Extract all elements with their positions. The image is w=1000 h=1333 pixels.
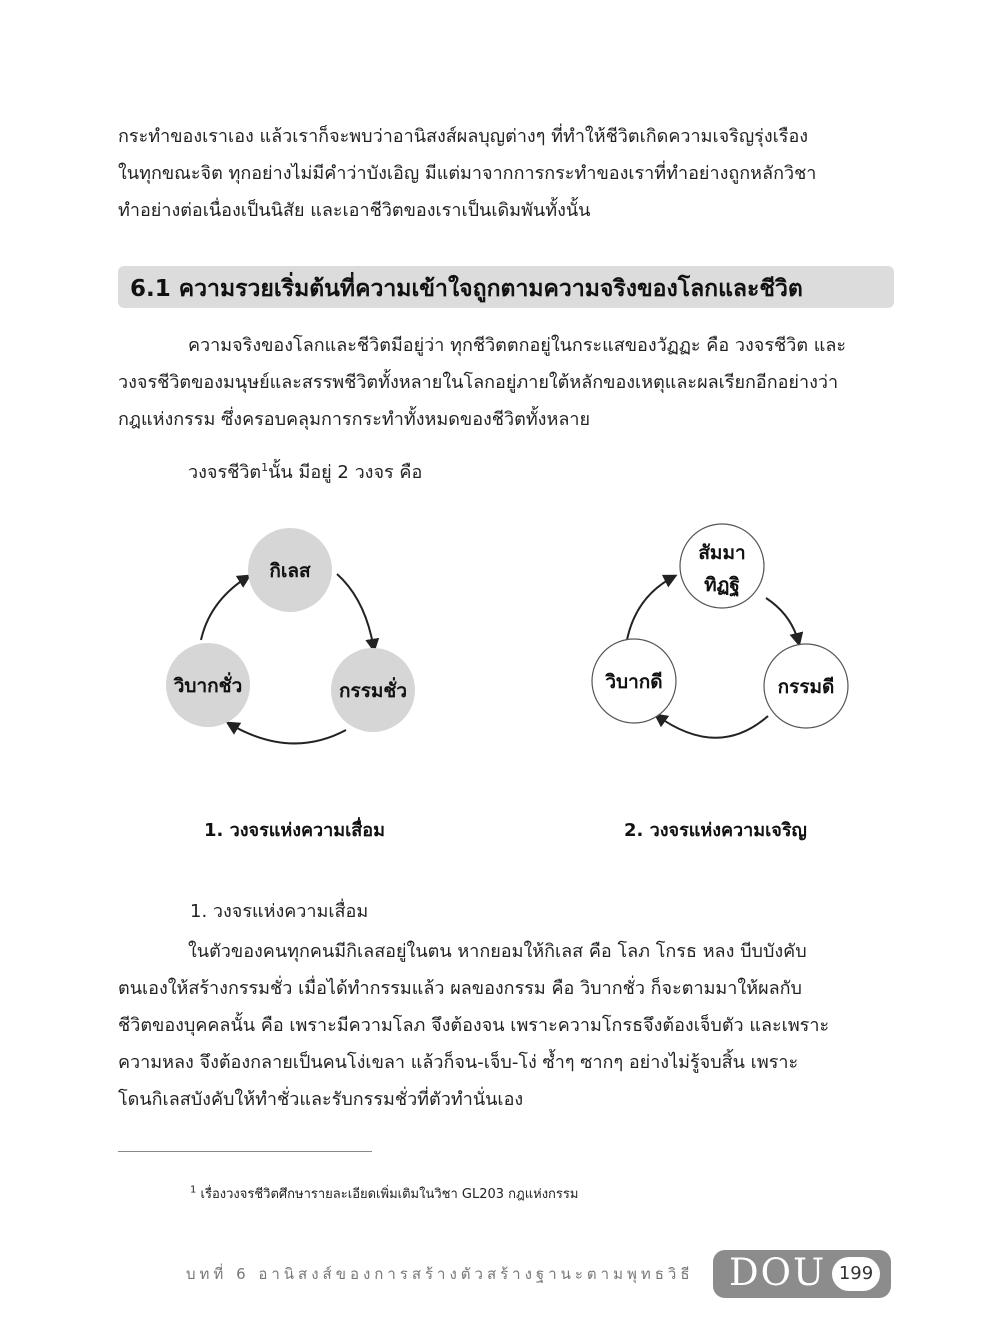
footer-chapter-title: บทที่ 6 อานิสงส์ของการสร้างตัวสร้างฐานะตามพุทธวิธี <box>186 1265 694 1283</box>
decline-arrow-kam-to-wibak <box>228 723 346 743</box>
prosperity-arrow-wibak-to-samma <box>627 576 675 640</box>
decline-line-1: ในตัวของคนทุกคนมีกิเลสอยู่ในตน หากยอมให้กิเลส คือ โลภ โกรธ หลง บีบบังคับ <box>188 941 807 962</box>
cycles-intro-after: นั้น มีอยู่ 2 วงจร คือ <box>268 462 423 483</box>
decline-line-5: โดนกิเลสบังคับให้ทำชั่วและรับกรรมชั่วที่ตัวทำนั่นเอง <box>118 1089 524 1110</box>
subheading: 1. วงจรแห่งความเสื่อม <box>190 901 369 922</box>
node-wibak-dee-label: วิบากดี <box>605 671 663 693</box>
footer-badge <box>713 1250 891 1298</box>
decline-line-4: ความหลง จึงต้องกลายเป็นคนโง่เขลา แล้วก็จน-เจ็บ-โง่ ซ้ำๆ ซากๆ อย่างไม่รู้จบสิ้น เพราะ <box>118 1052 799 1073</box>
decline-caption: 1. วงจรแห่งความเสื่อม <box>204 820 385 841</box>
footnote <box>190 1183 578 1204</box>
subheading-block <box>118 893 894 930</box>
decline-arrow-wibak-to-kilesa <box>201 576 249 640</box>
truth-line-1: ความจริงของโลกและชีวิตมีอยู่ว่า ทุกชีวิตตกอยู่ในกระแสของวัฏฏะ คือ วงจรชีวิต และ <box>188 335 847 356</box>
node-kam-chua-label: กรรมชั่ว <box>338 680 408 702</box>
node-kam-dee-label: กรรมดี <box>777 676 835 698</box>
decline-arrow-kilesa-to-kam <box>337 574 374 650</box>
truth-line-3: กฎแห่งกรรม ซึ่งครอบคลุมการกระทำทั้งหมดของชีวิตทั้งหลาย <box>118 409 591 430</box>
node-kilesa-label: กิเลส <box>269 560 311 582</box>
decline-cycle-diagram <box>166 528 415 743</box>
decline-line-2: ตนเองให้สร้างกรรมชั่ว เมื่อได้ทำกรรมแล้ว ผลของกรรม คือ วิบากชั่ว ก็จะตามมาให้ผลกับ <box>118 978 802 999</box>
footnote-divider <box>118 1151 372 1152</box>
intro-line-3: ทำอย่างต่อเนื่องเป็นนิสัย และเอาชีวิตของเราเป็นเดิมพันทั้งนั้น <box>118 200 591 221</box>
section-title: 6.1 ความรวยเริ่มต้นที่ความเข้าใจถูกตามความจริงของโลกและชีวิต <box>130 276 803 302</box>
truth-line-2: วงจรชีวิตของมนุษย์และสรรพชีวิตทั้งหลายในโลกอยู่ภายใต้หลักของเหตุและผลเรียกอีกอย่างว่า <box>118 372 839 393</box>
footnote-mark: 1 <box>190 1184 197 1196</box>
prosperity-arrow-samma-to-kam <box>766 598 799 644</box>
intro-line-2: ในทุกขณะจิต ทุกอย่างไม่มีคำว่าบังเอิญ มีแต่มาจากการกระทำของเราที่ทำอย่างถูกหลักวิชา <box>118 163 817 184</box>
cycles-intro-before: วงจรชีวิต <box>188 462 262 483</box>
node-ditthi-label: ทิฏฐิ <box>704 574 740 596</box>
decline-line-3: ชีวิตของบุคคลนั้น คือ เพราะมีความโลภ จึงต้องจน เพราะความโกรธจึงต้องเจ็บตัว และเพราะ <box>118 1015 830 1036</box>
prosperity-arrow-kam-to-wibak <box>656 715 768 738</box>
decline-paragraph <box>118 933 894 1118</box>
node-samma-label: สัมมา <box>698 542 746 564</box>
page-number: 199 <box>832 1257 880 1291</box>
footnote-reference[interactable]: 1 <box>261 461 269 474</box>
intro-line-1: กระทำของเราเอง แล้วเราก็จะพบว่าอานิสงส์ผลบุญต่างๆ ที่ทำให้ชีวิตเกิดความเจริญรุ่งเรือง <box>118 126 809 147</box>
node-wibak-chua-label: วิบากชั่ว <box>173 675 243 697</box>
footnote-text: เรื่องวงจรชีวิตศึกษารายละเอียดเพิ่มเติมในวิชา GL203 กฎแห่งกรรม <box>200 1187 579 1202</box>
prosperity-cycle-diagram <box>592 524 848 738</box>
prosperity-caption: 2. วงจรแห่งความเจริญ <box>624 820 807 841</box>
dou-logo: DOU <box>729 1251 827 1294</box>
